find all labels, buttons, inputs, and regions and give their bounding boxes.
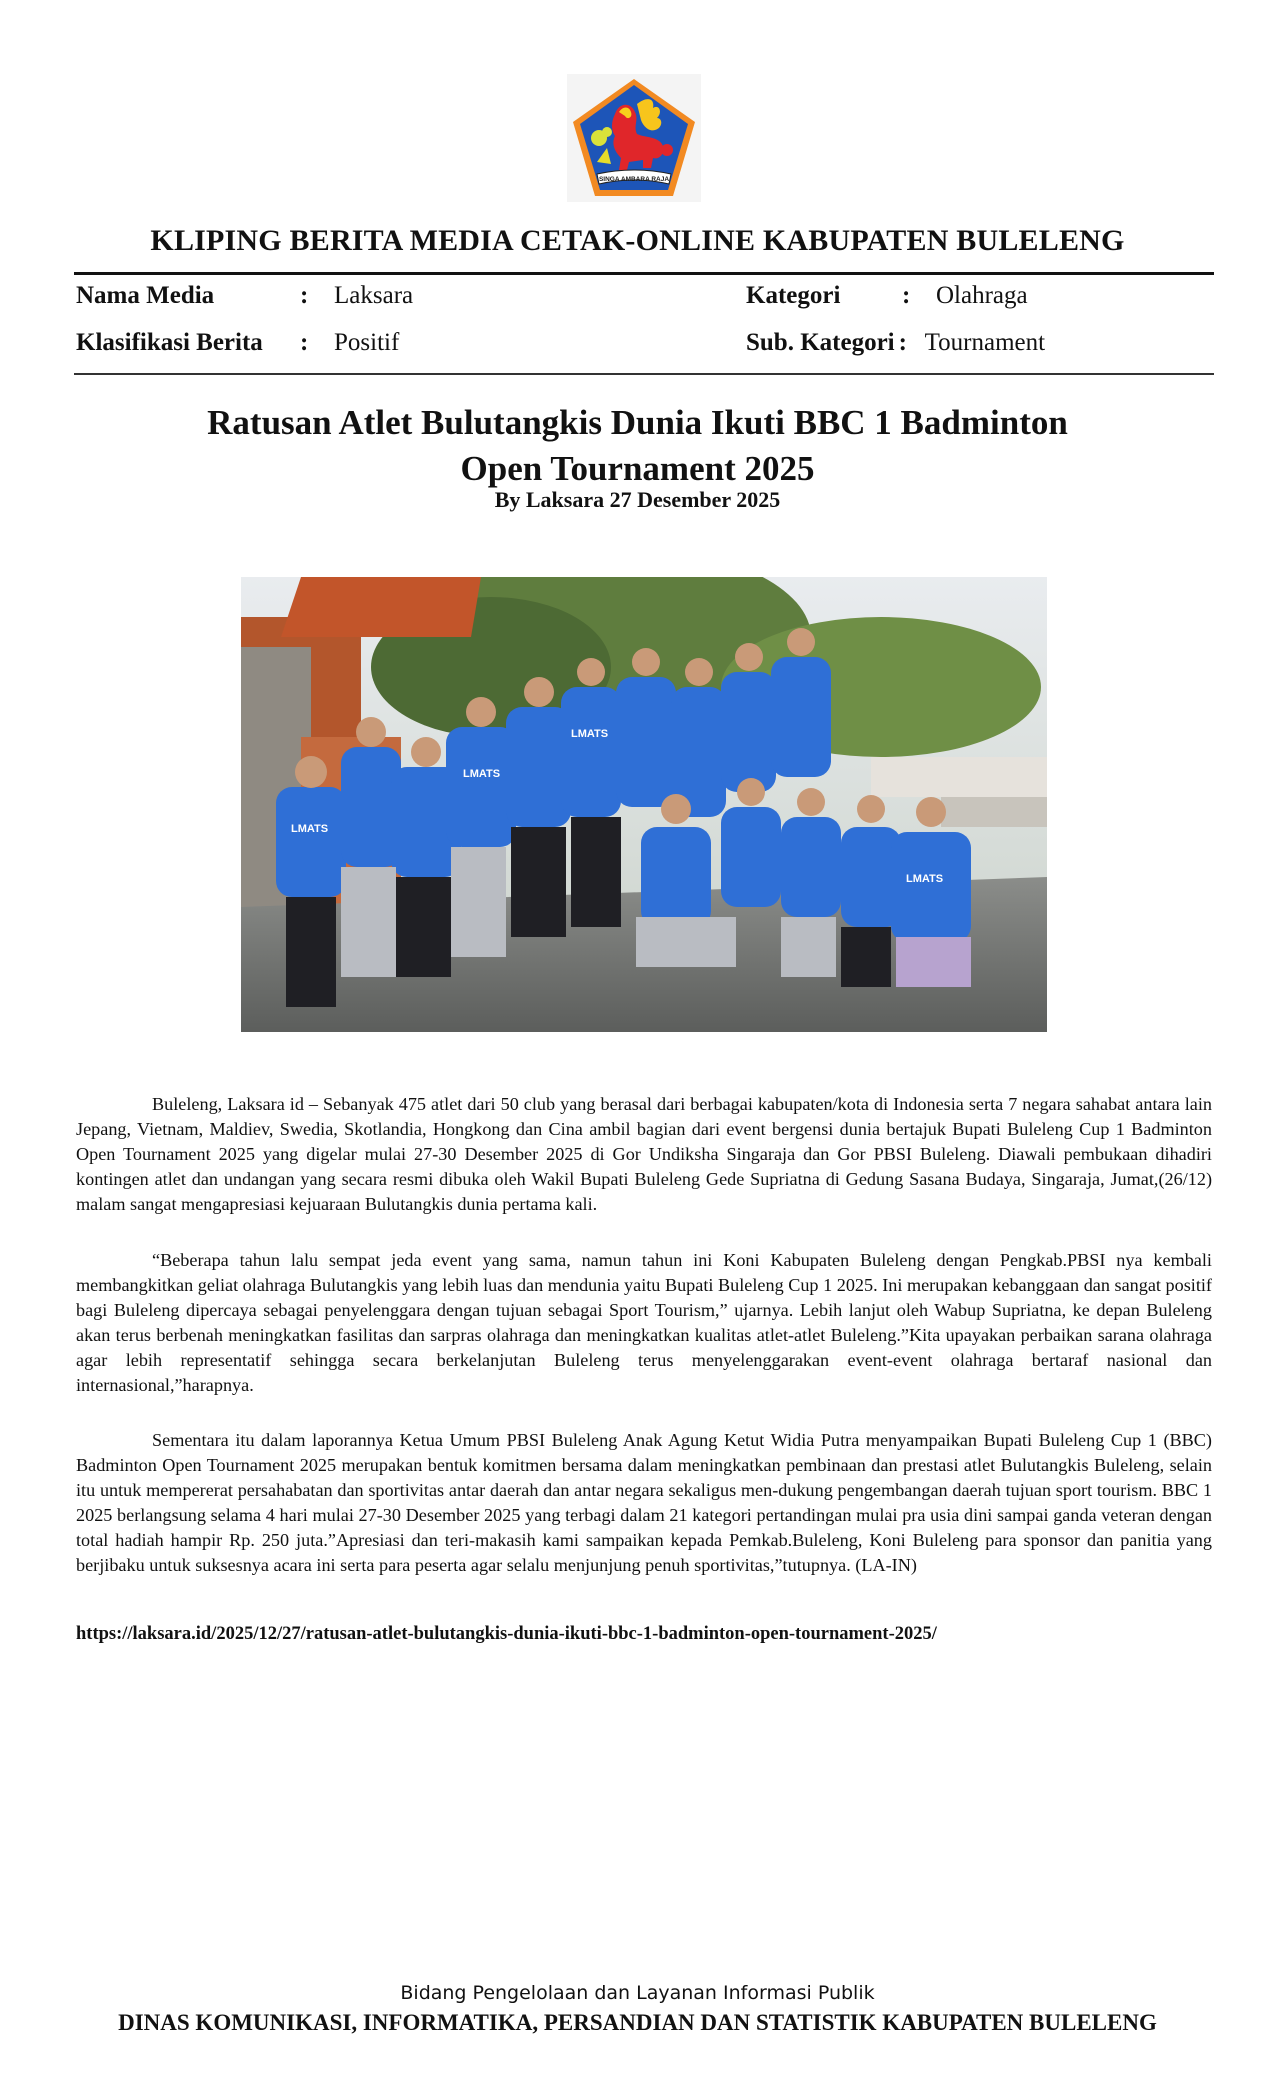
paragraph-text: “Beberapa tahun lalu sempat jeda event yang sama, namun tahun ini Koni Kabupaten Buleleng dengan Pengkab.PBSI nya kembali membangkitkan geliat olahraga Bulutangkis yang lebih luas dan mendunia yaitu Bupati Buleleng Cup 1 2025. Ini merupakan kebanggaan dan sangat positif bagi Buleleng dipercaya sebagai penyelenggara dengan tujuan sebagai Sport Tourism,” ujarnya. Lebih lanjut oleh Wabup Supriatna, ke depan Buleleng akan terus berbenah meningkatkan fasilitas dan sarpras olahraga dan meningkatkan kualitas atlet-atlet Buleleng.”Kita upayakan perbaikan sarana olahraga agar lebih representatif sehingga secara berkelanjutan Buleleng terus menyelenggarakan event-event olahraga bertaraf nasional dan internasional,”harapnya. [76, 1250, 1212, 1395]
meta-colon: : [300, 329, 309, 356]
article-paragraph-1 [76, 1092, 1212, 1217]
meta-label: Nama Media [76, 282, 215, 309]
meta-value: Positif [334, 329, 400, 356]
header-divider-top [74, 272, 1214, 275]
source-url-link[interactable]: https://laksara.id/2025/12/27/ratusan-atlet-bulutangkis-dunia-ikuti-bbc-1-badminton-open-tournament-2025/ [76, 1624, 937, 1644]
meta-value: Tournament [924, 329, 1046, 356]
headline-line-1: Ratusan Atlet Bulutangkis Dunia Ikuti BBC 1 Badminton [207, 403, 1068, 442]
meta-colon: : [898, 329, 907, 356]
meta-colon: : [300, 282, 309, 309]
jersey-text: LMATS [463, 768, 501, 780]
headline-line-2: Open Tournament 2025 [460, 449, 815, 488]
article-paragraph-3 [76, 1428, 1212, 1578]
meta-sub-kategori [746, 329, 1045, 357]
meta-value: Olahraga [936, 282, 1028, 309]
article-photo [241, 577, 1047, 1032]
article-paragraph-2 [76, 1248, 1212, 1398]
footer-agency: DINAS KOMUNIKASI, INFORMATIKA, PERSANDIAN DAN STATISTIK KABUPATEN BULELENG [118, 2010, 1157, 2035]
paragraph-text: Sementara itu dalam laporannya Ketua Umum PBSI Buleleng Anak Agung Ketut Widia Putra menyampaikan Bupati Buleleng Cup 1 (BBC) Badminton Open Tournament 2025 merupakan bentuk komitmen bersama dalam meningkatkan pembinaan dan prestasi atlet Bulutangkis Buleleng, selain itu untuk mempererat persahabatan dan sportivitas antar daerah dan antar negara sekaligus men-dukung pengembangan daerah tujuan sport tourism. BBC 1 2025 berlangsung selama 4 hari mulai 27-30 Desember 2025 yang terbagi dalam 21 kategori pertandingan mulai pra usia dini sampai ganda veteran dengan total hadiah hampir Rp. 250 juta.”Apresiasi dan teri-makasih kami sampaikan kepada Pemkab.Buleleng, Koni Buleleng para sponsor dan panitia yang berjibaku untuk suksesnya acara ini serta para peserta agar selalu menjunjung penuh sportivitas,”tutupnya. (LA-IN) [76, 1430, 1212, 1575]
header-divider-bottom [74, 373, 1214, 375]
meta-kategori [746, 282, 1028, 310]
article-byline: By Laksara 27 Desember 2025 [494, 487, 781, 512]
footer-division: Bidang Pengelolaan dan Layanan Informasi Publik [400, 1982, 875, 2004]
meta-klasifikasi-berita [76, 329, 399, 357]
buleleng-regency-crest-icon [567, 74, 701, 202]
meta-label: Kategori [746, 282, 841, 309]
group-photo-image [241, 577, 1047, 1032]
jersey-text: LMATS [291, 823, 329, 835]
buleleng-crest-logo [567, 74, 701, 202]
meta-colon: : [902, 282, 911, 309]
meta-value: Laksara [334, 282, 414, 309]
crest-motto: SINGA AMBARA RAJA [598, 176, 670, 183]
meta-label: Klasifikasi Berita [76, 329, 263, 356]
meta-nama-media [76, 282, 413, 310]
clipping-title: KLIPING BERITA MEDIA CETAK-ONLINE KABUPATEN BULELENG [150, 224, 1125, 257]
jersey-text: LMATS [906, 873, 944, 885]
paragraph-text: Buleleng, Laksara id – Sebanyak 475 atlet dari 50 club yang berasal dari berbagai kabupaten/kota di Indonesia serta 7 negara sahabat antara lain Jepang, Vietnam, Maldiev, Swedia, Skotlandia, Hongkong dan Cina ambil bagian dari event bergensi dunia bertajuk Bupati Buleleng Cup 1 Badminton Open Tournament 2025 yang digelar mulai 27-30 Desember 2025 di Gor Undiksha Singaraja dan Gor PBSI Buleleng. Diawali pembukaan dihadiri kontingen atlet dan undangan yang secara resmi dibuka oleh Wakil Bupati Buleleng Gede Supriatna di Gedung Sasana Budaya, Singaraja, Jumat,(26/12) malam sangat mengapresiasi kejuaraan Bulutangkis dunia pertama kali. [76, 1094, 1212, 1214]
meta-label: Sub. Kategori [746, 329, 895, 356]
article-headline [0, 400, 1275, 492]
jersey-text: LMATS [571, 728, 609, 740]
